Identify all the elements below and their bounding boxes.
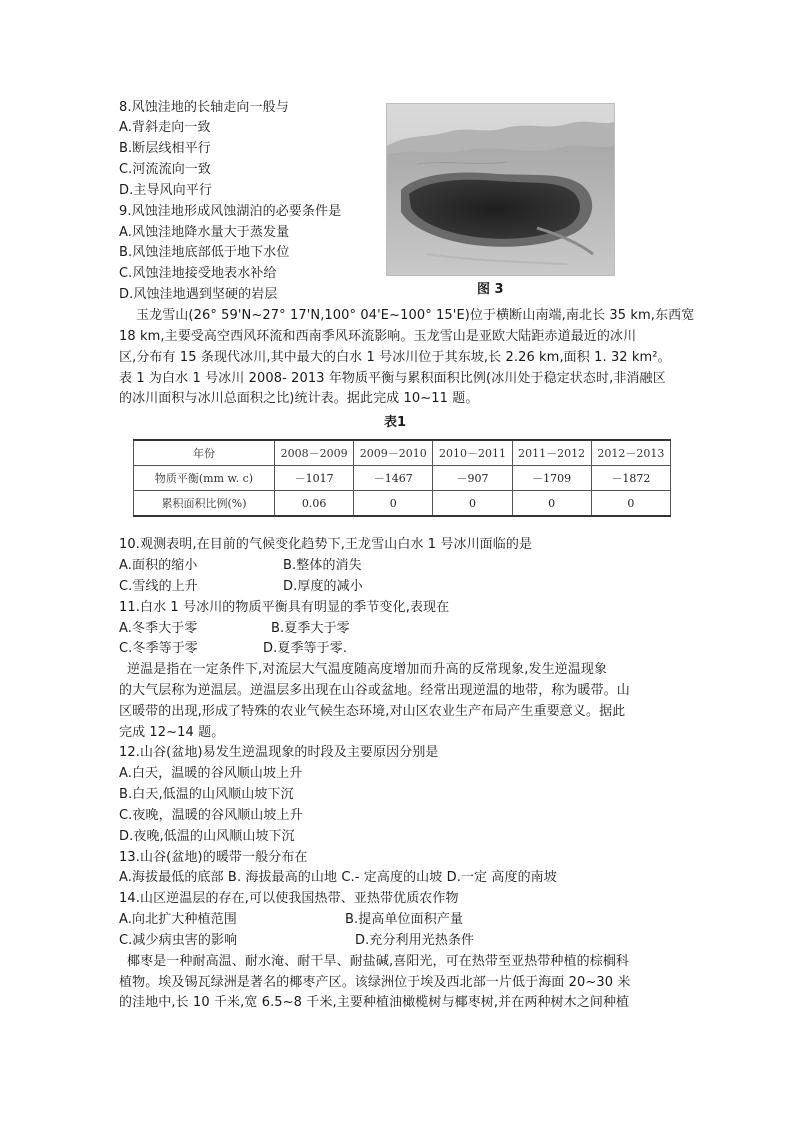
q10-option-a: A.面积的缩小: [119, 558, 198, 573]
figure-3-photo: [386, 103, 615, 276]
q12-option-d: D.夜晚,低温的山风顺山坡下沉: [119, 829, 295, 844]
passage2-line-4: 完成 12~14 题。: [119, 725, 225, 740]
q14-stem: 14.山区逆温层的存在,可以使我国热带、亚热带优质农作物: [119, 891, 459, 906]
passage3-line-1: 椰枣是一种耐高温、耐水淹、耐干旱、耐盐碱,喜阳光，可在热带至亚热带种植的棕榈科: [127, 954, 630, 969]
table-cell: 0: [433, 491, 512, 517]
table-row-label: 累积面积比例(%): [134, 491, 275, 517]
q13-options: A.海拔最低的底部 B. 海拔最高的山地 C.- 定高度的山坡 D.一定 高度的南坡: [119, 870, 557, 885]
q10-option-d: D.厚度的减小: [283, 579, 363, 594]
q12-stem: 12.山谷(盆地)易发生逆温现象的时段及主要原因分别是: [119, 745, 439, 760]
q12-option-b: B.白天,低温的山风顺山坡下沉: [119, 787, 294, 802]
table-row-label: 物质平衡(mm w. c): [134, 466, 275, 491]
q10-option-c: C.雪线的上升: [119, 579, 198, 594]
passage1-line-1: 玉龙雪山(26° 59'N~27° 17'N,100° 04'E~100° 15'E)位于横断山南端,南北长 35 km,东西宽: [136, 308, 695, 323]
table-cell: 0: [512, 491, 591, 517]
table-cell: －907: [433, 466, 512, 491]
q14-option-d: D.充分利用光热条件: [355, 933, 475, 948]
q9-option-b: B.风蚀洼地底部低于地下水位: [119, 245, 290, 260]
table-cell: －1872: [591, 466, 670, 491]
table-cell: －1017: [275, 466, 354, 491]
q14-option-c: C.减少病虫害的影响: [119, 933, 238, 948]
passage1-line-5: 的冰川面积与冰川总面积之比)统计表。据此完成 10~11 题。: [119, 391, 479, 406]
passage2-line-2: 的大气层称为逆温层。逆温层多出现在山谷或盆地。经常出现逆温的地带，称为暖带。山: [119, 683, 630, 698]
passage1-line-4: 表 1 为白水 1 号冰川 2008- 2013 年物质平衡与累积面积比例(冰川处于稳定状态时,非消融区: [119, 371, 666, 386]
q8-option-d: D.主导风向平行: [119, 183, 212, 198]
table-header-cell: 年份: [134, 440, 275, 466]
q9-option-d: D.风蚀洼地遇到坚硬的岩层: [119, 287, 278, 302]
table-cell: －1467: [354, 466, 433, 491]
table-cell: 0.06: [275, 491, 354, 517]
q11-option-a: A.冬季大于零: [119, 621, 198, 636]
q10-option-b: B.整体的消失: [283, 558, 362, 573]
table-caption: 表1: [384, 415, 407, 430]
q11-option-d: D.夏季等于零.: [263, 641, 348, 656]
table-header-cell: 2008－2009: [275, 440, 354, 466]
q12-option-a: A.白天，温暖的谷风顺山坡上升: [119, 766, 303, 781]
table-header-cell: 2009－2010: [354, 440, 433, 466]
q14-option-b: B.提高单位面积产量: [345, 912, 464, 927]
q11-option-b: B.夏季大于零: [271, 621, 350, 636]
q9-option-c: C.风蚀洼地接受地表水补给: [119, 266, 277, 281]
wind-erosion-lake-image: [387, 104, 614, 275]
q9-stem: 9.风蚀洼地形成风蚀湖泊的必要条件是: [119, 204, 342, 219]
q14-option-a: A.向北扩大种植范围: [119, 912, 237, 927]
q8-option-b: B.断层线相平行: [119, 141, 211, 156]
passage2-line-1: 逆温是指在一定条件下,对流层大气温度随高度增加而升高的反常现象,发生逆温现象: [127, 662, 608, 677]
table-cell: －1709: [512, 466, 591, 491]
q8-option-c: C.河流流向一致: [119, 162, 212, 177]
glacier-mass-balance-table: [133, 439, 671, 517]
passage2-line-3: 区暖带的出现,形成了特殊的农业气候生态环境,对山区农业生产布局产生重要意义。据此: [119, 704, 626, 719]
table-cell: 0: [354, 491, 433, 517]
passage3-line-3: 的洼地中,长 10 千米,宽 6.5~8 千米,主要种植油橄榄树与椰枣树,并在两种树木之间种植: [119, 995, 630, 1010]
figure-caption: 图 3: [477, 282, 504, 297]
q10-stem: 10.观测表明,在目前的气候变化趋势下,王龙雪山白水 1 号冰川面临的是: [119, 537, 533, 552]
q12-option-c: C.夜晚，温暖的谷风顺山坡上升: [119, 808, 303, 823]
q8-stem: 8.风蚀洼地的长轴走向一般与: [119, 100, 289, 115]
q11-option-c: C.冬季等于零: [119, 641, 198, 656]
q11-stem: 11.白水 1 号冰川的物质平衡具有明显的季节变化,表现在: [119, 600, 450, 615]
table-header-row: [134, 440, 671, 466]
passage1-line-3: 区,分布有 15 条现代冰川,其中最大的白水 1 号冰川位于其东坡,长 2.26 km,面积 1. 32 km²。: [119, 350, 671, 365]
passage3-line-2: 植物。埃及锡瓦绿洲是著名的椰枣产区。该绿洲位于埃及西北部一片低于海面 20~30 米: [119, 975, 631, 990]
table-cell: 0: [591, 491, 670, 517]
table-header-cell: 2010－2011: [433, 440, 512, 466]
table-header-cell: 2012－2013: [591, 440, 670, 466]
table-row: [134, 466, 671, 491]
table-row: [134, 491, 671, 517]
q13-stem: 13.山谷(盆地)的暖带一般分布在: [119, 850, 308, 865]
q9-option-a: A.风蚀洼地降水量大于蒸发量: [119, 225, 290, 240]
q8-option-a: A.背斜走向一致: [119, 120, 211, 135]
passage1-line-2: 18 km,主要受高空西风环流和西南季风环流影响。玉龙雪山是亚欧大陆距赤道最近的冰川: [119, 329, 637, 344]
table-header-cell: 2011－2012: [512, 440, 591, 466]
